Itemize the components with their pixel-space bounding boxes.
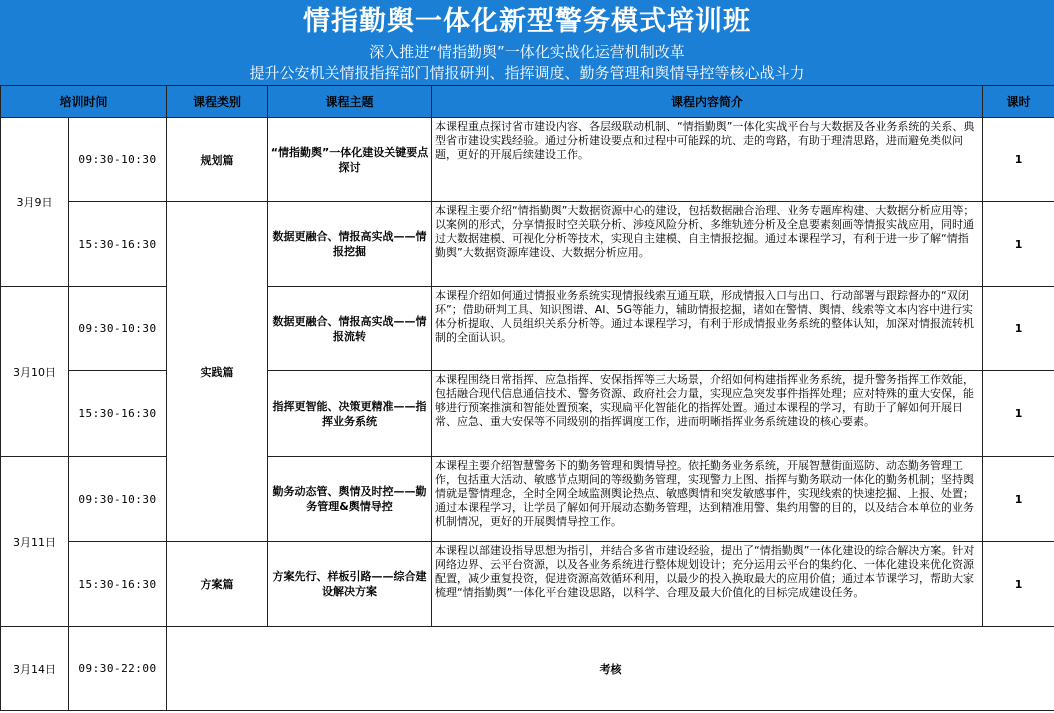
content-cell: 本课程围绕日常指挥、应急指挥、安保指挥等三大场景，介绍如何构建指挥业务系统，提升警务指挥工作效能，包括融合现代信息通信技术、警务资源、政府社会力量，实现应急突发事件指挥处理；应对特殊的重大安保，能够进行预案推演和智能处置预案，实现扁平化智能化的指挥处置。通过本课程的学习，有助于了解如何开展日常、应急、重大安保等不同级别的指挥调度工作，进而明晰指挥业务系统建设的核心要素。 (432, 371, 983, 457)
table-row (1, 371, 1054, 457)
category-cell: 方案篇 (167, 542, 268, 627)
topic-cell: 指挥更智能、决策更精准——指挥业务系统 (268, 371, 432, 457)
table-row (1, 457, 1054, 542)
topic-cell: 勤务动态管、舆情及时控——勤务管理&舆情导控 (268, 457, 432, 542)
time-cell: 15:30-16:30 (69, 202, 167, 287)
schedule-table (0, 85, 1054, 711)
hours-cell: 1 (983, 287, 1054, 371)
page-header (0, 0, 1054, 85)
hours-cell: 1 (983, 457, 1054, 542)
date-cell: 3月9日 (1, 118, 69, 287)
table-row (1, 627, 1054, 711)
col-header-time: 培训时间 (1, 86, 167, 118)
date-cell: 3月14日 (1, 627, 69, 711)
col-header-category: 课程类别 (167, 86, 268, 118)
table-header-row (1, 86, 1054, 118)
category-cell: 实践篇 (167, 202, 268, 542)
content-cell: 本课程以部建设指导思想为指引，并结合多省市建设经验，提出了“情指勤舆”一体化建设的综合解决方案。针对网络边界、云平台资源，以及各业务系统进行整体规划设计；充分运用云平台的集约化、一体化建设来优化资源配置，减少重复投资，促进资源高效循环利用，以最少的投入换取最大的应用价值；通过本节课学习，帮助大家梳理“情指勤舆”一体化平台建设思路，以科学、合理及最大价值化的目标完成建设任务。 (432, 542, 983, 627)
topic-cell: 数据更融合、情报高实战——情报挖掘 (268, 202, 432, 287)
subtitle-1: 深入推进“情指勤舆”一体化实战化运营机制改革 (369, 43, 685, 61)
col-header-content: 课程内容简介 (432, 86, 983, 118)
col-header-hours: 课时 (983, 86, 1054, 118)
content-cell: 本课程重点探讨省市建设内容、各层级联动机制、“情指勤舆”一体化实战平台与大数据及各业务系统的关系、典型省市建设实践经验。通过分析建设要点和过程中可能踩的坑、走的弯路，有助于理清思路，进而避免类似问题，更好的开展后续建设工作。 (432, 118, 983, 202)
content-cell: 本课程主要介绍“情指勤舆”大数据资源中心的建设，包括数据融合治理、业务专题库构建、大数据分析应用等；以案例的形式，分享情报时空关联分析、涉疫风险分析、多维轨迹分析及全息要素刻画等情报实战应用，同时通过大数据建模、可视化分析等技术，实现自主建模、自主情报挖掘。通过本课程学习，有利于进一步了解“情指勤舆”大数据资源库建设、大数据分析应用。 (432, 202, 983, 287)
time-cell: 15:30-16:30 (69, 542, 167, 627)
time-cell: 09:30-22:00 (69, 627, 167, 711)
subtitle-2: 提升公安机关情报指挥部门情报研判、指挥调度、勤务管理和舆情导控等核心战斗力 (249, 64, 805, 82)
content-cell: 本课程主要介绍智慧警务下的勤务管理和舆情导控。依托勤务业务系统，开展智慧街面巡防、动态勤务管理工作，包括重大活动、敏感节点期间的等级勤务管理，实现警力上图、指挥与勤务联动一体化的勤务机制；坚持舆情就是警情理念，全时全网全域监测舆论热点、敏感舆情和突发敏感事件，实现线索的快速挖掘、上报、处置；通过本课程学习，让学员了解如何开展动态勤务管理，达到精准用警、集约用警的目的，以及结合本单位的业务机制情况，更好的开展舆情导控工作。 (432, 457, 983, 542)
hours-cell: 1 (983, 202, 1054, 287)
col-header-topic: 课程主题 (268, 86, 432, 118)
exam-cell: 考核 (167, 627, 1054, 711)
table-row (1, 542, 1054, 627)
topic-cell: 数据更融合、情报高实战——情报流转 (268, 287, 432, 371)
hours-cell: 1 (983, 118, 1054, 202)
date-cell: 3月10日 (1, 287, 69, 457)
content-cell: 本课程介绍如何通过情报业务系统实现情报线索互通互联，形成情报入口与出口、行动部署与跟踪督办的“双闭环”；借助研判工具、知识图谱、AI、5G等能力，辅助情报挖掘，诸如在警情、舆情、线索等文本内容中进行实体分析提取、人员组织关系分析等。通过本课程学习，有利于形成情报业务系统的整体认知，加深对情报流转机制的全面认识。 (432, 287, 983, 371)
table-row (1, 202, 1054, 287)
page-title: 情指勤舆一体化新型警务模式培训班 (303, 6, 751, 37)
table-row (1, 287, 1054, 371)
time-cell: 15:30-16:30 (69, 371, 167, 457)
hours-cell: 1 (983, 371, 1054, 457)
time-cell: 09:30-10:30 (69, 287, 167, 371)
hours-cell: 1 (983, 542, 1054, 627)
category-cell: 规划篇 (167, 118, 268, 202)
time-cell: 09:30-10:30 (69, 118, 167, 202)
topic-cell: 方案先行、样板引路——综合建设解决方案 (268, 542, 432, 627)
date-cell: 3月11日 (1, 457, 69, 627)
topic-cell: “情指勤舆”一体化建设关键要点探讨 (268, 118, 432, 202)
table-row (1, 118, 1054, 202)
time-cell: 09:30-10:30 (69, 457, 167, 542)
